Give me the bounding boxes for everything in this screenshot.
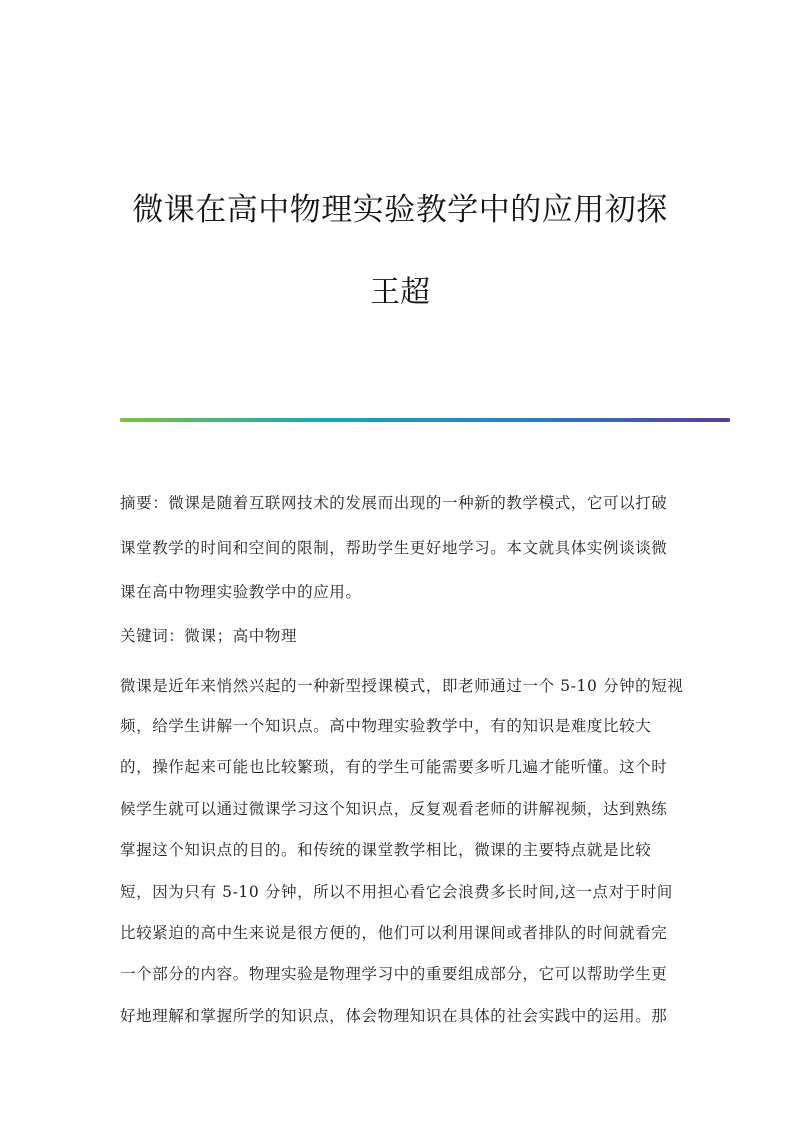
abstract-line: 课在高中物理实验教学中的应用。 bbox=[120, 583, 362, 601]
body-line: 一个部分的内容。物理实验是物理学习中的重要组成部分，它可以帮助学生更 bbox=[120, 965, 668, 983]
body-line: 频，给学生讲解一个知识点。高中物理实验教学中，有的知识是难度比较大 bbox=[120, 717, 652, 735]
body-line: 短，因为只有 5-10 分钟，所以不用担心看它会浪费多长时间,这一点对于时间 bbox=[120, 883, 673, 901]
keywords-line: 关键词：微课；高中物理 bbox=[120, 627, 298, 645]
abstract-line: 摘要：微课是随着互联网技术的发展而出现的一种新的教学模式，它可以打破 bbox=[120, 494, 668, 512]
document-title: 微课在高中物理实验教学中的应用初探 bbox=[132, 192, 668, 228]
abstract-line: 课堂教学的时间和空间的限制，帮助学生更好地学习。本文就具体实例谈谈微 bbox=[120, 539, 668, 557]
body-line: 微课是近年来悄然兴起的一种新型授课模式，即老师通过一个 5-10 分钟的短视 bbox=[120, 677, 684, 695]
body-line: 比较紧迫的高中生来说是很方便的，他们可以利用课间或者排队的时间就看完 bbox=[120, 924, 668, 942]
document-author: 王超 bbox=[370, 275, 430, 310]
body-line: 的，操作起来可能也比较繁琐，有的学生可能需要多听几遍才能听懂。这个时 bbox=[120, 758, 668, 776]
body-line: 好地理解和掌握所学的知识点，体会物理知识在具体的社会实践中的运用。那 bbox=[120, 1007, 668, 1025]
body-line: 掌握这个知识点的目的。和传统的课堂教学相比，微课的主要特点就是比较 bbox=[120, 841, 652, 859]
gradient-divider bbox=[120, 418, 730, 422]
body-line: 候学生就可以通过微课学习这个知识点，反复观看老师的讲解视频，达到熟练 bbox=[120, 800, 668, 818]
